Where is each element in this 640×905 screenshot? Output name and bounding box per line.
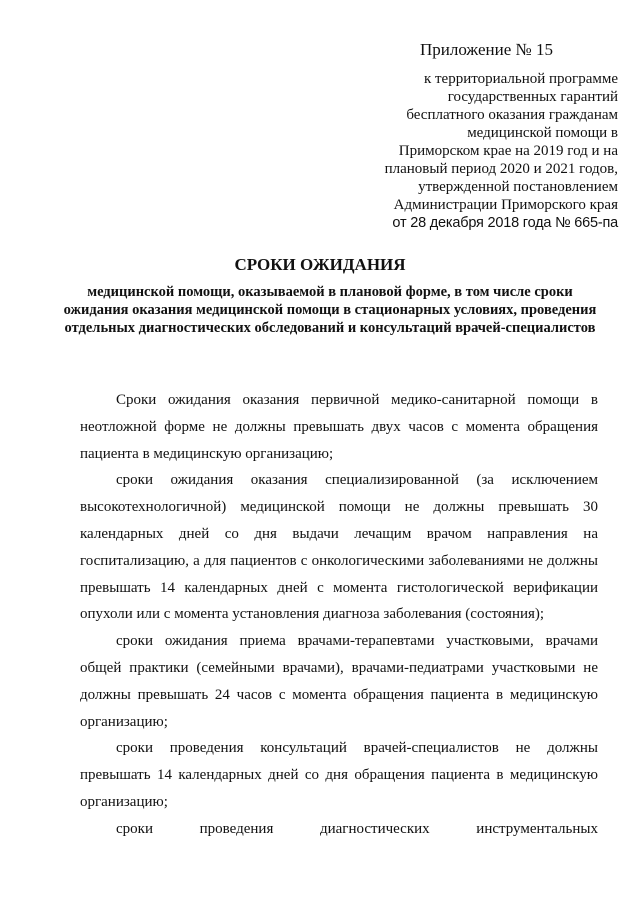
appendix-line: утвержденной постановлением [418, 179, 618, 195]
appendix-line: государственных гарантий [447, 89, 618, 105]
appendix-number: Приложение № 15 [420, 40, 553, 59]
appendix-line: медицинской помощи в [467, 125, 618, 141]
paragraph: сроки проведения консультаций врачей-специалистов не должны превышать 14 календарных дней со дня обращения пациента в медицинскую организацию; [80, 740, 598, 810]
document-title: СРОКИ ОЖИДАНИЯ [234, 255, 406, 274]
appendix-line: Приморском крае на 2019 год и на [398, 143, 618, 159]
appendix-reference [340, 70, 618, 232]
paragraph: сроки проведения диагностических инструментальных [116, 820, 598, 837]
appendix-line: Администрации Приморского края [393, 197, 618, 213]
appendix-line: плановый период 2020 и 2021 годов, [384, 161, 618, 177]
paragraph: сроки ожидания приема врачами-терапевтами участковыми, врачами общей практики (семейными врачами), врачами-педиатрами участковыми не должны превышать 24 часов с момента обращения пациента в медицинскую организацию; [80, 633, 598, 730]
appendix-line: к территориальной программе [423, 71, 618, 87]
document-subtitle: медицинской помощи, оказываемой в плановой форме, в том числе сроки ожидания оказания медицинской помощи в стационарных условиях, проведения отдельных диагностических обследований и консультаций врачей-специалистов [63, 284, 597, 336]
document-body [80, 387, 598, 843]
paragraph: Сроки ожидания оказания первичной медико-санитарной помощи в неотложной форме не должны превышать двух часов с момента обращения пациента в медицинскую организацию; [80, 392, 598, 462]
appendix-line: бесплатного оказания гражданам [406, 107, 618, 123]
decree-date-number: от 28 декабря 2018 года № 665-па [392, 215, 618, 231]
paragraph: сроки ожидания оказания специализированной (за исключением высокотехнологичной) медицинской помощи не должны превышать 30 календарных дней со дня выдачи лечащим врачом направления на госпитализацию, а для пациентов с онкологическими заболеваниями не должны превышать 14 календарных дней с момента гистологической верификации опухоли или с момента установления диагноза заболевания (состояния); [80, 472, 598, 623]
